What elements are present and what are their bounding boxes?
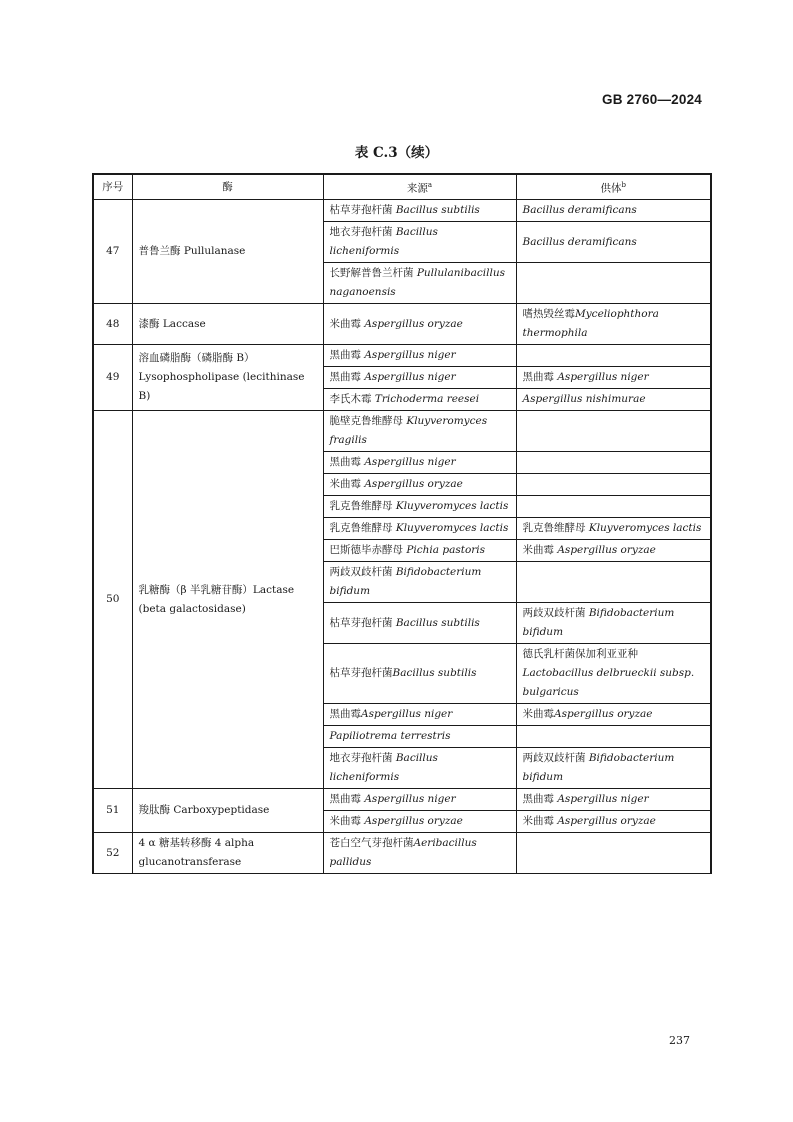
source-cell-chinese-name: 黑曲霉	[329, 793, 365, 805]
footnote-mark-a: a	[427, 180, 433, 189]
donor-cell-scientific-name: Bifidobacterium bifidum	[522, 607, 675, 638]
donor-cell	[516, 704, 711, 726]
source-cell	[323, 562, 516, 603]
row-number: 50	[93, 411, 132, 789]
col-header-no: 序号	[93, 174, 132, 200]
donor-cell-chinese-name: 黑曲霉	[522, 371, 558, 383]
donor-cell	[516, 345, 711, 367]
donor-cell-scientific-name: Lactobacillus delbrueckii subsp. bulgaricus	[522, 667, 695, 698]
source-cell	[323, 474, 516, 496]
donor-cell	[516, 540, 711, 562]
col-header-enzyme: 酶	[132, 174, 323, 200]
table-title: 表 C.3（续）	[354, 145, 439, 161]
source-cell	[323, 496, 516, 518]
col-header-source: 来源$^a$	[323, 174, 516, 200]
source-cell	[323, 304, 516, 345]
source-cell-scientific-name: Aspergillus niger	[364, 456, 456, 468]
source-cell	[323, 603, 516, 644]
source-cell-scientific-name: Kluyveromyces fragilis	[329, 415, 488, 446]
source-cell-scientific-name: Aspergillus oryzae	[364, 317, 463, 330]
donor-cell	[516, 644, 711, 704]
source-cell-chinese-name: 巴斯德毕赤酵母	[329, 544, 407, 556]
donor-cell	[516, 811, 711, 833]
source-cell-chinese-name: 米曲霉	[329, 815, 365, 827]
donor-cell	[516, 726, 711, 748]
source-cell	[323, 540, 516, 562]
donor-cell-chinese-name: 嗜热毁丝霉	[522, 308, 575, 320]
enzyme-name: 乳糖酶（β 半乳糖苷酶）Lactase (beta galactosidase)	[132, 411, 323, 789]
donor-cell	[516, 562, 711, 603]
donor-cell-scientific-name: Aspergillus oryzae	[557, 544, 656, 556]
source-cell-chinese-name: 苍白空气芽孢杆菌	[329, 837, 414, 849]
source-cell-chinese-name: 地衣芽孢杆菌	[329, 752, 396, 764]
source-cell	[323, 367, 516, 389]
source-cell-chinese-name: 米曲霉	[329, 317, 365, 330]
source-cell-scientific-name: Papiliotrema terrestris	[329, 730, 451, 742]
donor-cell-chinese-name: 德氏乳杆菌保加利亚亚种	[522, 648, 638, 660]
donor-cell-scientific-name: Bifidobacterium bifidum	[522, 752, 675, 783]
enzyme-name: 普鲁兰酶 Pullulanase	[132, 200, 323, 304]
col-header-donor: 供体$^b$	[516, 174, 711, 200]
source-cell-scientific-name: Kluyveromyces lactis	[395, 522, 509, 534]
source-cell	[323, 411, 516, 452]
enzyme-name: 漆酶 Laccase	[132, 304, 323, 345]
enzyme-name: 羧肽酶 Carboxypeptidase	[132, 789, 323, 833]
page-number: 237	[669, 1034, 690, 1047]
table-row	[93, 789, 711, 811]
standard-code: GB 2760—2024	[602, 92, 702, 107]
source-cell-scientific-name: Aspergillus oryzae	[364, 478, 463, 490]
table-body	[93, 200, 711, 874]
donor-cell-scientific-name: Bacillus deramificans	[522, 204, 637, 216]
source-cell-chinese-name: 米曲霉	[329, 478, 365, 490]
donor-cell	[516, 263, 711, 304]
donor-cell	[516, 833, 711, 874]
table-row	[93, 200, 711, 222]
source-cell	[323, 704, 516, 726]
donor-cell-chinese-name: 米曲霉	[522, 544, 558, 556]
source-cell	[323, 644, 516, 704]
enzyme-name: 4 α 糖基转移酶 4 alpha glucanotransferase	[132, 833, 323, 874]
row-number: 49	[93, 345, 132, 411]
row-number: 47	[93, 200, 132, 304]
source-cell	[323, 748, 516, 789]
source-cell-scientific-name: Aspergillus niger	[364, 793, 456, 805]
source-cell-scientific-name: Bifidobacterium bifidum	[329, 566, 482, 597]
donor-cell-scientific-name: Aspergillus niger	[557, 371, 649, 383]
donor-cell-scientific-name: Bacillus deramificans	[522, 235, 637, 248]
donor-cell	[516, 748, 711, 789]
source-cell-chinese-name: 枯草芽孢杆菌	[329, 204, 396, 216]
source-cell-chinese-name: 乳克鲁维酵母	[329, 522, 396, 534]
source-cell-chinese-name: 脆壁克鲁维酵母	[329, 415, 407, 427]
source-cell-scientific-name: Bacillus subtilis	[392, 667, 477, 679]
source-cell-chinese-name: 枯草芽孢杆菌	[329, 667, 393, 679]
donor-cell-chinese-name: 黑曲霉	[522, 793, 558, 805]
donor-cell-chinese-name: 乳克鲁维酵母	[522, 522, 589, 534]
source-cell	[323, 345, 516, 367]
donor-cell-chinese-name: 两歧双歧杆菌	[522, 752, 589, 764]
source-cell-scientific-name: Bacillus licheniformis	[329, 752, 438, 783]
donor-cell-scientific-name: Myceliophthora thermophila	[522, 308, 659, 339]
source-cell	[323, 833, 516, 874]
footnote-mark-b: b	[621, 180, 626, 189]
source-cell-chinese-name: 黑曲霉	[329, 708, 361, 720]
source-cell-scientific-name: Aspergillus niger	[364, 371, 456, 383]
donor-cell	[516, 603, 711, 644]
donor-cell	[516, 411, 711, 452]
source-cell-scientific-name: Pullulanibacillus naganoensis	[329, 267, 505, 298]
source-cell-chinese-name: 黑曲霉	[329, 349, 365, 361]
donor-cell	[516, 518, 711, 540]
row-number: 51	[93, 789, 132, 833]
source-cell-scientific-name: Kluyveromyces lactis	[395, 500, 509, 512]
source-cell	[323, 811, 516, 833]
source-cell-chinese-name: 黑曲霉	[329, 456, 365, 468]
source-cell	[323, 263, 516, 304]
donor-cell-scientific-name: Kluyveromyces lactis	[588, 522, 702, 534]
source-cell-scientific-name: Aspergillus niger	[364, 349, 456, 361]
source-cell-scientific-name: Pichia pastoris	[406, 544, 486, 556]
source-cell	[323, 452, 516, 474]
source-cell-chinese-name: 枯草芽孢杆菌	[329, 616, 396, 629]
source-cell	[323, 389, 516, 411]
enzyme-table	[92, 173, 712, 874]
source-cell-scientific-name: Aspergillus oryzae	[364, 815, 463, 827]
donor-cell-scientific-name: Aspergillus niger	[557, 793, 649, 805]
table-header-row	[93, 174, 711, 200]
donor-cell	[516, 304, 711, 345]
source-cell-scientific-name: Bacillus subtilis	[395, 204, 480, 216]
enzyme-name: 溶血磷脂酶（磷脂酶 B）Lysophospholipase (lecithinase B)	[132, 345, 323, 411]
source-cell-scientific-name: Trichoderma reesei	[374, 393, 480, 405]
source-cell-scientific-name: Bacillus licheniformis	[329, 226, 438, 257]
donor-cell	[516, 389, 711, 411]
donor-cell	[516, 367, 711, 389]
source-cell	[323, 789, 516, 811]
donor-cell-chinese-name: 米曲霉	[522, 708, 554, 720]
donor-cell-scientific-name: Aspergillus oryzae	[557, 815, 656, 827]
source-cell	[323, 200, 516, 222]
source-cell	[323, 222, 516, 263]
source-cell-scientific-name: Aspergillus niger	[361, 708, 453, 720]
source-cell-chinese-name: 李氏木霉	[329, 393, 375, 405]
table-row	[93, 833, 711, 874]
donor-cell	[516, 789, 711, 811]
table-row	[93, 411, 711, 452]
source-cell-scientific-name: Aeribacillus pallidus	[329, 837, 477, 868]
source-cell-chinese-name: 黑曲霉	[329, 371, 365, 383]
donor-cell-chinese-name: 米曲霉	[522, 815, 558, 827]
donor-cell	[516, 222, 711, 263]
donor-cell-scientific-name: Aspergillus oryzae	[554, 708, 653, 720]
donor-cell	[516, 496, 711, 518]
row-number: 48	[93, 304, 132, 345]
source-cell-chinese-name: 长野解普鲁兰杆菌	[329, 267, 417, 279]
donor-cell-scientific-name: Aspergillus nishimurae	[522, 393, 646, 405]
donor-cell	[516, 452, 711, 474]
donor-cell	[516, 200, 711, 222]
source-cell-chinese-name: 乳克鲁维酵母	[329, 500, 396, 512]
source-cell-chinese-name: 地衣芽孢杆菌	[329, 226, 396, 238]
row-number: 52	[93, 833, 132, 874]
source-cell	[323, 726, 516, 748]
donor-cell-chinese-name: 两歧双歧杆菌	[522, 607, 589, 619]
source-cell-chinese-name: 两歧双歧杆菌	[329, 566, 396, 578]
source-cell	[323, 518, 516, 540]
table-row	[93, 304, 711, 345]
source-cell-scientific-name: Bacillus subtilis	[395, 616, 480, 629]
table-row	[93, 345, 711, 367]
donor-cell	[516, 474, 711, 496]
